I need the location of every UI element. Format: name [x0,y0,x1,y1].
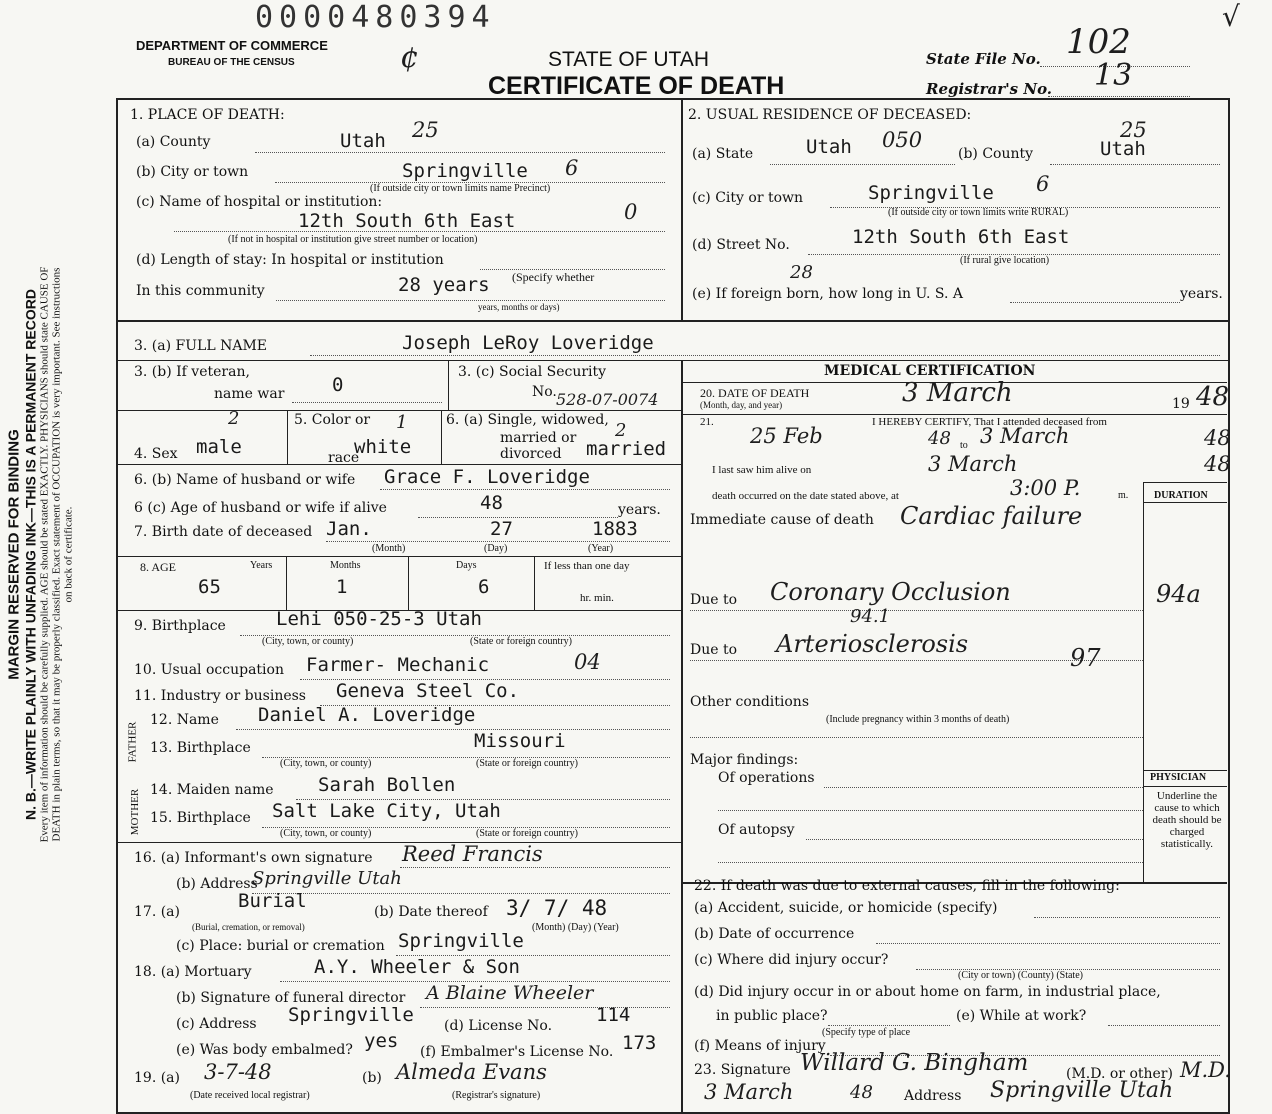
embalmer-license-label: (f) Embalmer's License No. [420,1044,614,1060]
community-label: In this community [136,283,265,299]
license-label: (d) License No. [444,1018,553,1034]
death-hospital-label: (c) Name of hospital or institution: [136,194,383,210]
spouse-value: Grace F. Loveridge [384,466,590,488]
embalmer-license-value: 173 [622,1032,657,1054]
industry-value: Geneva Steel Co. [336,680,520,702]
external-c-note: (City or town) (County) (State) [958,970,1083,981]
external-d-note: (Specify type of place [822,1027,911,1038]
signature-year: 48 [850,1082,873,1103]
last-saw-value: 3 March [928,452,1018,476]
due-to-2-label: Due to [690,642,738,658]
age-months-label: Months [330,560,361,571]
full-name-value: Joseph LeRoy Loveridge [402,332,654,354]
informant-address-label: (b) Address [176,876,258,892]
burial-place-value: Springville [398,930,524,952]
age-years: 65 [198,576,221,598]
other-conditions-label: Other conditions [690,694,810,710]
veteran-value: 0 [332,374,344,396]
dept-label: DEPARTMENT OF COMMERCE [136,38,328,53]
disposition-label: 17. (a) [134,904,180,920]
death-city-value: Springville [402,160,528,182]
father-birthplace-value: Missouri [474,730,566,752]
due-to-1-sub: 94.1 [850,606,891,627]
res-county-code: 25 [1120,118,1147,142]
occupation-value: Farmer- Mechanic [306,654,490,676]
physician-address-label: Address [904,1088,962,1104]
age-months: 1 [336,576,348,598]
occurred-label: death occurred on the date stated above, at [712,490,899,502]
marital-label-2: married or [500,430,577,446]
informant-signature-value: Reed Francis [402,842,543,866]
age-less-label: If less than one day [544,560,630,572]
res-street-label: (d) Street No. [692,237,790,253]
bureau-label: BUREAU OF THE CENSUS [168,57,295,68]
res-street-note: (If rural give location) [960,255,1050,266]
serial-number: 0000480394 [255,0,496,35]
disposition-note: (Burial, cremation, or removal) [192,922,305,932]
check-mark: √ [1222,0,1240,33]
res-county-label: (b) County [958,146,1034,162]
res-state-label: (a) State [692,146,754,162]
registrar-signature-label: (b) [362,1070,382,1086]
length-of-stay-label: (d) Length of stay: In hospital or institution [136,252,444,268]
marital-label-3: divorced [500,446,562,462]
res-state-code: 050 [882,128,923,152]
margin-note-3: on back of certificate. [62,506,75,603]
foreign-born-code: 28 [790,262,813,283]
embalmed-value: yes [364,1030,399,1052]
external-e: (e) While at work? [956,1008,1087,1024]
mother-name-value: Sarah Bollen [318,774,456,796]
foreign-born-label: (e) If foreign born, how long in U. S. A [692,286,963,302]
external-a: (a) Accident, suicide, or homicide (specify) [694,900,998,916]
age-years-label: Years [250,560,273,571]
director-address-value: Springville [288,1004,414,1026]
full-name-label: 3. (a) FULL NAME [134,338,267,354]
medical-heading: MEDICAL CERTIFICATION [824,363,1036,379]
operations-label: Of operations [718,770,815,786]
spouse-age-unit: years. [618,502,661,518]
death-county-value: Utah [340,130,386,152]
sex-label: 4. Sex [134,446,178,462]
spouse-age-label: 6 (c) Age of husband or wife if alive [134,500,387,516]
birth-day: 27 [490,518,513,540]
veteran-label: 3. (b) If veteran, [134,364,250,380]
burial-date-note: (Month) (Day) (Year) [532,922,619,933]
occupation-label: 10. Usual occupation [134,662,284,678]
birth-year-note: (Year) [588,543,614,554]
registrar-number-value: 13 [1094,58,1133,93]
res-city-label: (c) City or town [692,190,804,206]
physician-address-value: Springville Utah [990,1078,1174,1103]
father-name-value: Daniel A. Loveridge [258,704,476,726]
father-birthplace-label: 13. Birthplace [150,740,251,756]
birth-month-note: (Month) [372,543,406,554]
race-value: white [354,436,412,458]
mortuary-value: A.Y. Wheeler & Son [314,956,520,978]
death-county-label: (a) County [136,134,211,150]
external-c: (c) Where did injury occur? [694,952,889,968]
place-of-death-heading: 1. PLACE OF DEATH: [130,107,285,123]
mother-name-label: 14. Maiden name [150,782,274,798]
embalmed-label: (e) Was body embalmed? [176,1042,353,1058]
attended-to-label: to [960,440,968,451]
state-title: STATE OF UTAH [548,48,709,71]
mother-note-1: (City, town, or county) [280,828,372,839]
age-days: 6 [478,576,490,598]
marital-label: 6. (a) Single, widowed, [446,412,609,428]
immediate-cause-label: Immediate cause of death [690,512,874,528]
external-b: (b) Date of occurrence [694,926,855,942]
external-f: (f) Means of injury [694,1038,826,1054]
informant-address-value: Springville Utah [252,868,402,889]
registrar-number-label: Registrar's No. [926,80,1053,98]
age-days-label: Days [456,560,477,571]
age-label: 8. AGE [140,560,176,574]
mother-note-2: (State or foreign country) [476,828,578,839]
margin-instructions [6,55,75,1055]
res-state-value: Utah [806,136,852,158]
md-value: M.D. [1180,1058,1231,1082]
due-to-1-value: Coronary Occlusion [770,578,1011,606]
other-conditions-note: (Include pregnancy within 3 months of death) [826,714,1010,725]
industry-label: 11. Industry or business [134,688,306,704]
birth-date-label: 7. Birth date of deceased [134,524,313,540]
res-city-value: Springville [868,182,994,204]
funeral-director-value: A Blaine Wheeler [426,982,594,1004]
registrar-signature-note: (Registrar's signature) [452,1090,541,1101]
last-saw-label: I last saw him alive on [712,464,812,476]
specify-note-2: years, months or days) [478,302,560,312]
margin-note-1: Every item of information should be carefully supplied. AGE should be stated EXACTLY. PHYSICIANS should state CAUSE OF [38,266,51,843]
burial-place-label: (c) Place: burial or cremation [176,938,385,954]
date-of-death-label: 20. DATE OF DEATH [700,386,810,400]
due-to-2-code: 97 [1070,644,1101,672]
father-note-1: (City, town, or county) [280,758,372,769]
external-d2: in public place? [716,1008,828,1024]
physician-signature: Willard G. Bingham [800,1050,1029,1076]
date-of-death-century: 19 [1172,396,1190,412]
burial-date-label: (b) Date thereof [374,904,488,920]
sex-code: 2 [228,408,240,429]
marital-value: married [586,438,667,460]
race-code: 1 [396,412,408,433]
signature-label: 23. Signature [694,1062,791,1078]
certificate-frame [116,98,1230,1114]
occurred-value: 3:00 P. [1010,476,1081,500]
death-county-code: 25 [412,118,439,142]
received-value: 3-7-48 [204,1060,272,1084]
marital-code: 2 [615,420,627,441]
sex-value: male [196,436,242,458]
mother-birthplace-value: Salt Lake City, Utah [272,800,501,822]
signature-date: 3 March [704,1080,794,1104]
death-hospital-note: (If not in hospital or institution give street number or location) [228,234,478,245]
death-city-label: (b) City or town [136,164,249,180]
physician-title: PHYSICIAN [1150,772,1207,783]
date-of-death-note: (Month, day, and year) [700,400,783,410]
ss-value: 528-07-0074 [556,390,659,409]
license-value: 114 [596,1004,631,1026]
death-city-note: (If outside city or town limits name Precinct) [370,183,551,194]
ss-label: 3. (c) Social Security [458,364,607,380]
due-to-1-code: 94a [1156,580,1201,608]
foreign-born-years: years. [1180,286,1223,302]
disposition-value: Burial [238,890,307,912]
father-label: FATHER [126,721,139,763]
birth-day-note: (Day) [484,543,508,554]
due-to-1-label: Due to [690,592,738,608]
res-city-note: (If outside city or town limits write RURAL) [888,207,1069,218]
spouse-age-value: 48 [480,492,503,514]
race-label: race [328,450,360,466]
res-street-value: 12th South 6th East [852,226,1070,248]
cent-mark: ¢ [400,40,420,75]
res-county-value: Utah [1100,138,1146,160]
death-city-code: 6 [565,156,579,180]
spouse-label: 6. (b) Name of husband or wife [134,472,356,488]
certificate-title: CERTIFICATE OF DEATH [488,72,785,100]
date-of-death-year: 48 [1196,382,1230,412]
veteran-war-label: name war [214,386,285,402]
director-address-label: (c) Address [176,1016,257,1032]
birth-month: Jan. [326,518,372,540]
death-hospital-code: 0 [624,200,638,224]
mortuary-label: 18. (a) Mortuary [134,964,252,980]
margin-note-2: DEATH in plain terms, so that it may be properly classified. Exact statement of OCCUPATION is very important. See instructions [50,267,63,842]
community-value: 28 years [398,274,490,296]
attended-from: 25 Feb [750,424,823,448]
death-hospital-value: 12th South 6th East [298,210,516,232]
occupation-code: 04 [574,650,601,674]
attended-to: 3 March [980,424,1070,448]
received-note: (Date received local registrar) [190,1090,310,1101]
birthplace-note-2: (State or foreign country) [470,636,572,647]
birth-year: 1883 [592,518,638,540]
external-heading: 22. If death was due to external causes, fill in the following: [694,878,1120,894]
autopsy-label: Of autopsy [718,822,795,838]
specify-note: (Specify whether [512,270,595,284]
duration-label: DURATION [1154,490,1208,501]
immediate-cause-value: Cardiac failure [900,502,1083,530]
last-saw-year: 48 [1204,452,1231,476]
funeral-director-label: (b) Signature of funeral director [176,990,406,1006]
occurred-m: m. [1118,490,1129,501]
state-file-label: State File No. [926,50,1041,68]
father-note-2: (State or foreign country) [476,758,578,769]
certify-text: I HEREBY CERTIFY, That I attended deceased from [872,416,1107,428]
certify-number: 21. [700,416,714,428]
birthplace-value: Lehi 050-25-3 Utah [276,608,482,630]
major-findings-label: Major findings: [690,752,799,768]
ss-no-label: No. [532,384,557,400]
md-label: (M.D. or other) [1066,1066,1173,1082]
physician-note: Underline the cause to which death should be charged statistically. [1152,790,1222,850]
state-file-value: 102 [1066,22,1131,62]
birthplace-note-1: (City, town, or county) [262,636,354,647]
color-label: 5. Color or [294,412,371,428]
margin-binding: MARGIN RESERVED FOR BINDING [5,429,23,680]
external-d: (d) Did injury occur in or about home on farm, in industrial place, [694,984,1161,1000]
father-name-label: 12. Name [150,712,219,728]
attended-to-year: 48 [1204,426,1231,450]
due-to-2-value: Arteriosclerosis [776,630,969,658]
res-city-code: 6 [1036,172,1050,196]
informant-signature-label: 16. (a) Informant's own signature [134,850,373,866]
mother-birthplace-label: 15. Birthplace [150,810,251,826]
attended-from-year: 48 [928,428,951,449]
mother-label: MOTHER [129,788,142,836]
registrar-signature-value: Almeda Evans [396,1060,547,1084]
residence-heading: 2. USUAL RESIDENCE OF DECEASED: [688,107,972,123]
received-label: 19. (a) [134,1070,180,1086]
age-hrmin: hr. min. [580,592,614,604]
date-of-death-value: 3 March [902,378,1013,408]
birthplace-label: 9. Birthplace [134,618,226,634]
margin-warning: N. B.—WRITE PLAINLY WITH UNFADING INK—THIS IS A PERMANENT RECORD [22,289,39,820]
burial-date-value: 3/ 7/ 48 [506,896,608,920]
